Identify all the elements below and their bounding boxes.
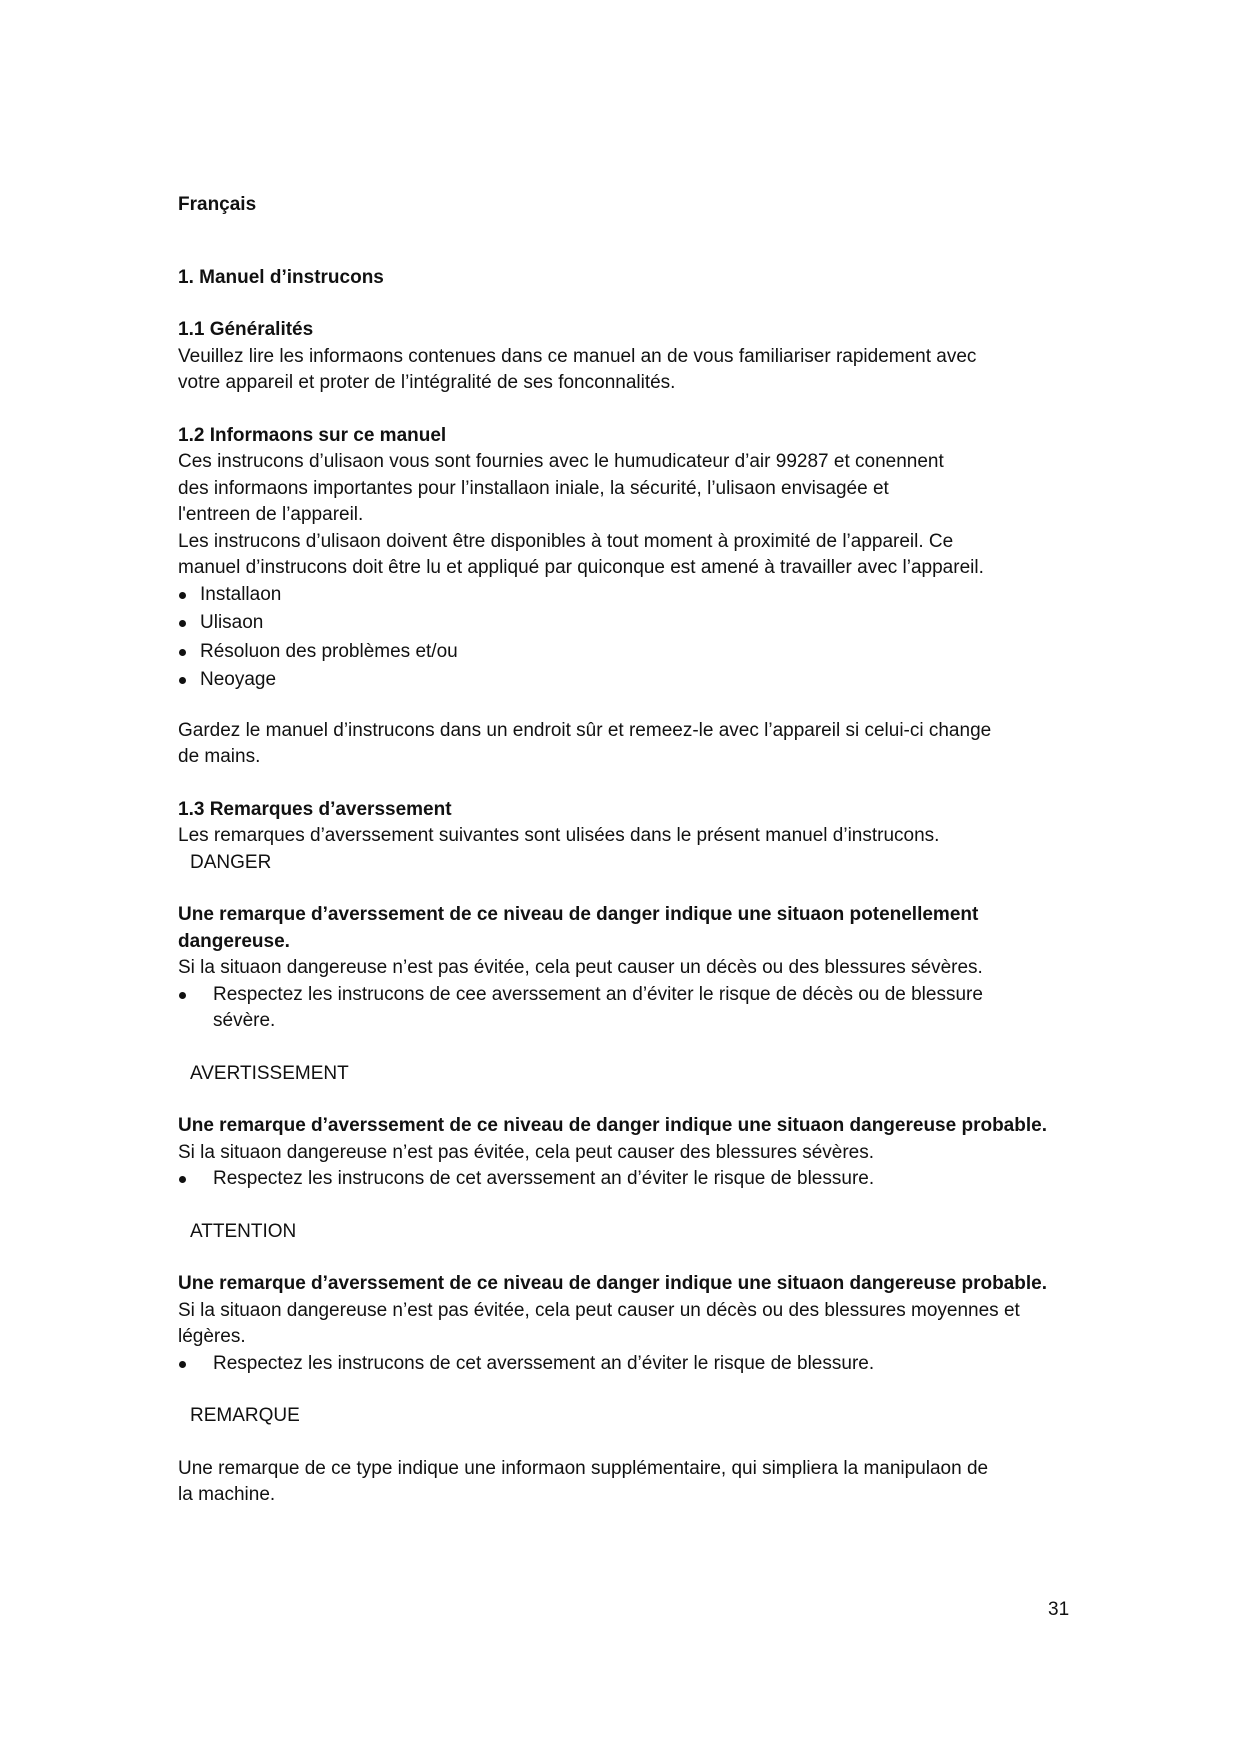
- section-1-2-heading: 1.2 Informaons sur ce manuel: [178, 424, 447, 446]
- note-label: REMARQUE: [190, 1405, 300, 1426]
- section-1-2-line-5: manuel d’instrucons doit être lu et appliqué par quiconque est amené à travailler avec l’appareil.: [178, 557, 984, 578]
- page-content: [178, 192, 1058, 1509]
- page-number: 31: [1048, 1599, 1070, 1620]
- danger-bold-line-1: Une remarque d’averssement de ce niveau de danger indique une situaon potenellement: [178, 904, 979, 925]
- list-item: Résoluon des problèmes et/ou: [178, 639, 1058, 668]
- section-1-3-intro: Les remarques d’averssement suivantes sont ulisées dans le présent manuel d’instrucons.: [178, 825, 940, 846]
- keep-manual-line-2: de mains.: [178, 746, 261, 767]
- list-item: Respectez les instrucons de cet averssement an d’éviter le risque de blessure.: [178, 1166, 1058, 1193]
- list-item: Ulisaon: [178, 610, 1058, 639]
- danger-text: Si la situaon dangereuse n’est pas évitée, cela peut causer un décès ou des blessures sévères.: [178, 957, 983, 978]
- language-label: Français: [178, 194, 257, 215]
- danger-bullet-line-2: sévère.: [213, 1010, 276, 1031]
- warning-text: Si la situaon dangereuse n’est pas évitée, cela peut causer des blessures sévères.: [178, 1141, 875, 1163]
- list-item: Installaon: [178, 582, 1058, 611]
- section-1-1-line-2: votre appareil et proter de l’intégralité de ses fonconnalités.: [178, 372, 676, 393]
- caution-text-line-2: légères.: [178, 1326, 246, 1347]
- warning-label: AVERTISSEMENT: [190, 1062, 349, 1084]
- section-1-3-heading: 1.3 Remarques d’averssement: [178, 798, 452, 820]
- list-item: Neoyage: [178, 667, 1058, 696]
- warning-bullet-list: [178, 1166, 1058, 1193]
- section-1-2-line-3: l'entreen de l’appareil.: [178, 504, 364, 525]
- caution-label: ATTENTION: [190, 1220, 297, 1242]
- warning-bold: Une remarque d’averssement de ce niveau de danger indique une situaon dangereuse probable.: [178, 1115, 1047, 1136]
- manual-title: 1. Manuel d’instrucons: [178, 266, 384, 288]
- danger-bullet-line-1: Respectez les instrucons de cee averssement an d’éviter le risque de décès ou de blessure: [213, 983, 983, 1005]
- section-1-1-line-1: Veuillez lire les informaons contenues dans ce manuel an de vous familiariser rapidement avec: [178, 345, 977, 367]
- list-item: Respectez les instrucons de cet averssement an d’éviter le risque de blessure.: [178, 1351, 1058, 1378]
- danger-bullet-list: [178, 982, 1058, 1035]
- caution-text-line-1: Si la situaon dangereuse n’est pas évitée, cela peut causer un décès ou des blessures moyennes et: [178, 1299, 1020, 1321]
- keep-manual-line-1: Gardez le manuel d’instrucons dans un endroit sûr et remeez-le avec l’appareil si celui-ci change: [178, 719, 992, 741]
- section-1-2-line-4: Les instrucons d’ulisaon doivent être disponibles à tout moment à proximité de l’appareil. Ce: [178, 530, 954, 552]
- caution-bold: Une remarque d’averssement de ce niveau de danger indique une situaon dangereuse probable.: [178, 1273, 1047, 1294]
- section-1-2-line-1: Ces instrucons d’ulisaon vous sont fournies avec le humudicateur d’air 99287 et conennent: [178, 451, 944, 472]
- list-item: [178, 982, 1058, 1035]
- danger-bold-line-2: dangereuse.: [178, 930, 290, 952]
- note-line-1: Une remarque de ce type indique une informaon supplémentaire, qui simpliera la manipulaon de: [178, 1457, 989, 1479]
- note-line-2: la machine.: [178, 1484, 276, 1505]
- section-1-2-line-2: des informaons importantes pour l’installaon iniale, la sécurité, l’ulisaon envisagée et: [178, 477, 889, 499]
- section-1-1-heading: 1.1 Généralités: [178, 319, 314, 340]
- caution-bullet-list: [178, 1351, 1058, 1378]
- topics-list: [178, 582, 1058, 696]
- danger-label: DANGER: [190, 851, 272, 873]
